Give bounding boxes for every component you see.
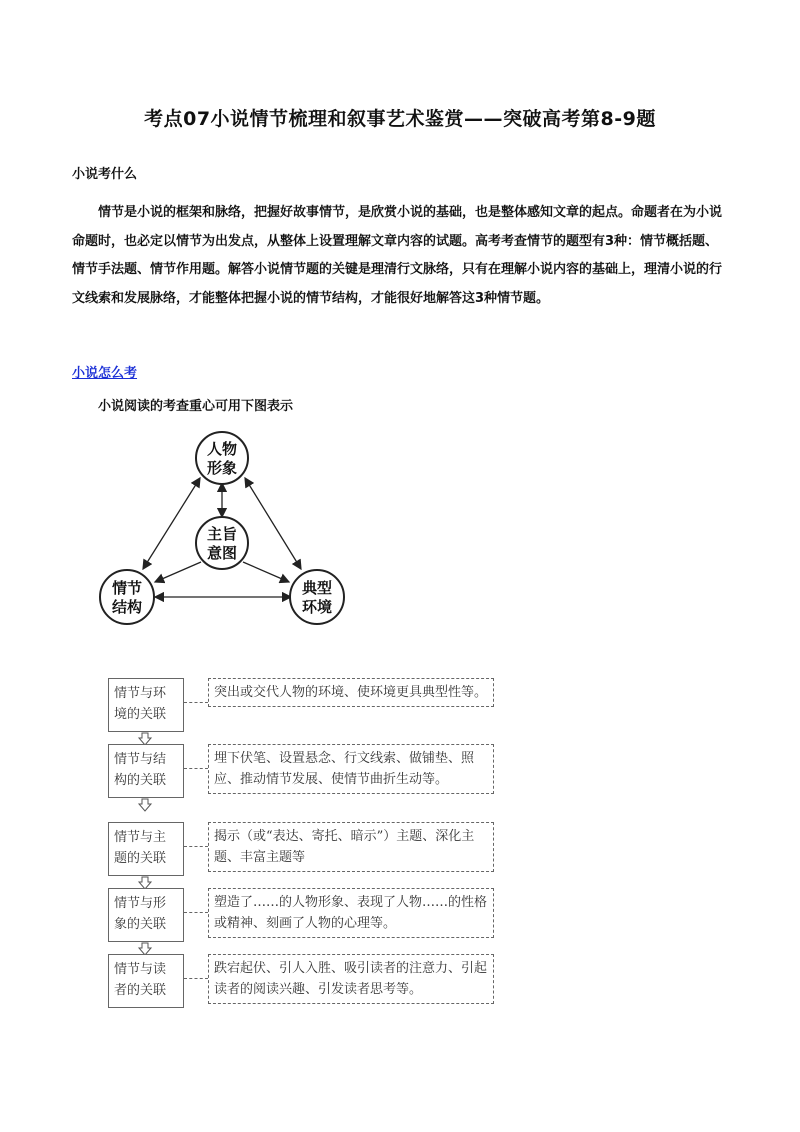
edge-center-left <box>155 562 201 582</box>
flow-right-box: 跌宕起伏、引人入胜、吸引读者的注意力、引起读者的阅读兴趣、引发读者思考等。 <box>208 954 494 1004</box>
flow-row-character <box>108 888 492 954</box>
flow-left-label: 情节与结构的关联 <box>114 752 167 788</box>
flow-connector <box>184 978 208 979</box>
intro-paragraph-text: 情节是小说的框架和脉络，把握好故事情节，是欣赏小说的基础，也是整体感知文章的起点。命题者在为小说命题时，也必定以情节为出发点，从整体上设置理解文章内容的试题。高考考查情节的题型有3种：情节概括题、情节手法题、情节作用题。解答小说情节题的关键是理清行文脉络，只有在理解小说内容的基础上，理清小说的行文线索和发展脉络，才能整体把握小说的情节结构，才能很好地解答这3种情节题。 <box>72 205 723 306</box>
flow-left-box <box>108 678 184 732</box>
flow-row-structure <box>108 744 492 822</box>
flow-left-box <box>108 888 184 942</box>
edge-center-right <box>243 562 289 582</box>
flow-connector <box>184 768 208 769</box>
flow-left-label: 情节与形象的关联 <box>114 896 167 932</box>
flow-row-environment <box>108 678 492 744</box>
flow-row-reader <box>108 954 492 1020</box>
node-label: 结构 <box>111 598 143 616</box>
node-character-image <box>196 432 248 484</box>
edge-top-right <box>245 478 301 569</box>
intro-paragraph <box>72 199 728 313</box>
node-typical-environment <box>290 570 344 624</box>
section-heading-how-link[interactable]: 小说怎么考 <box>72 366 138 381</box>
flow-right-box: 突出或交代人物的环境、使环境更具典型性等。 <box>208 678 494 707</box>
flow-left-label: 情节与环境的关联 <box>114 686 167 722</box>
flow-left-box <box>108 954 184 1008</box>
node-plot-structure <box>100 570 154 624</box>
node-label: 形象 <box>206 459 238 477</box>
flow-connector <box>184 912 208 913</box>
node-label: 主旨 <box>206 525 238 543</box>
down-arrow-icon <box>137 798 153 812</box>
node-label: 人物 <box>206 440 238 458</box>
flow-left-label: 情节与主题的关联 <box>114 830 167 866</box>
plot-relation-flowchart <box>108 678 492 1020</box>
novel-elements-diagram <box>95 425 355 630</box>
flow-right-box: 揭示（或“表达、寄托、暗示”）主题、深化主题、丰富主题等 <box>208 822 494 872</box>
diagram-caption: 小说阅读的考查重心可用下图表示 <box>98 399 294 414</box>
flow-row-theme <box>108 822 492 888</box>
flow-left-box <box>108 822 184 876</box>
page-title: 考点07小说情节梳理和叙事艺术鉴赏——突破高考第8-9题 <box>144 108 656 130</box>
flow-left-box <box>108 744 184 798</box>
section-heading-what: 小说考什么 <box>72 167 138 182</box>
flow-right-box: 塑造了……的人物形象、表现了人物……的性格或精神、刻画了人物的心理等。 <box>208 888 494 938</box>
node-label: 情节 <box>111 579 143 597</box>
flow-connector <box>184 846 208 847</box>
edge-top-left <box>143 478 200 569</box>
flow-left-label: 情节与读者的关联 <box>114 962 167 998</box>
node-label: 环境 <box>301 598 333 616</box>
flow-connector <box>184 702 208 703</box>
flow-right-box: 埋下伏笔、设置悬念、行文线索、做铺垫、照应、推动情节发展、使情节曲折生动等。 <box>208 744 494 794</box>
node-label: 意图 <box>206 544 238 562</box>
node-label: 典型 <box>301 579 333 597</box>
node-theme-intent <box>196 517 248 569</box>
